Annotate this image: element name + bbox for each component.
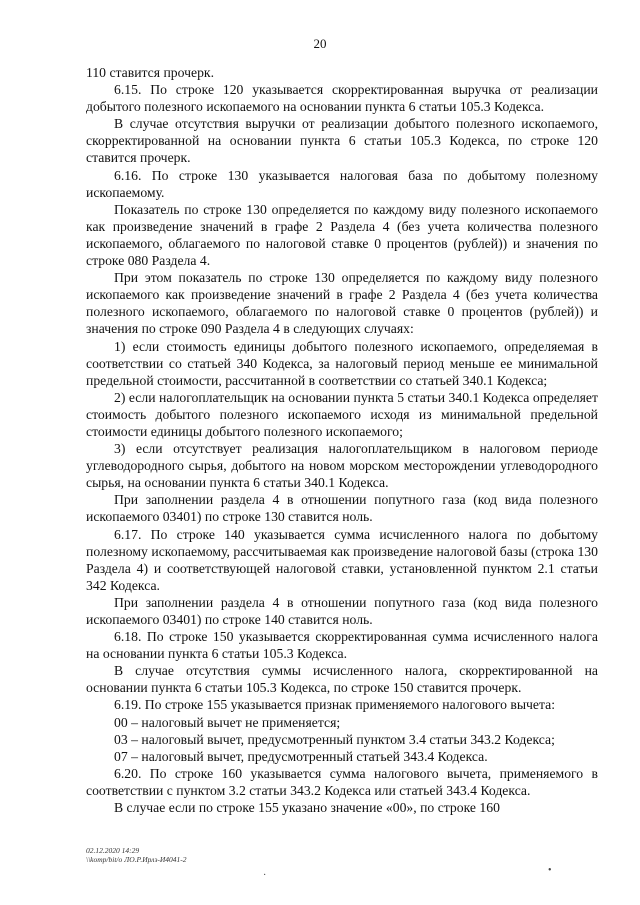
paragraph: В случае отсутствия выручки от реализации добытого полезного ископаемого, скорректированной на основании пункта 6 статьи 105.3 Кодекса, по строке 120 ставится прочерк.	[86, 116, 598, 166]
paragraph: В случае если по строке 155 указано значение «00», по строке 160	[114, 800, 500, 816]
page-number: 20	[313, 36, 327, 51]
list-item: 03 – налоговый вычет, предусмотренный пунктом 3.4 статьи 343.2 Кодекса;	[114, 731, 555, 747]
paragraph: При заполнении раздела 4 в отношении попутного газа (код вида полезного ископаемого 03401) по строке 140 ставится ноль.	[86, 594, 598, 627]
paragraph: 6.17. По строке 140 указывается сумма исчисленного налога по добытому полезному ископаемому, рассчитываемая как произведение налоговой базы (строка 130 Раздела 4) и соответствующей налоговой ставки, установленной пунктом 2.1 статьи 342 Кодекса.	[86, 526, 598, 593]
paragraph: 6.16. По строке 130 указывается налоговая база по добытому полезному ископаемому.	[86, 167, 598, 200]
list-item: 3) если отсутствует реализация налогоплательщиком в налоговом периоде углеводородного сырья, добытого на новом морском месторождении углеводородного сырья, на основании пункта 6 статьи 340.1 Кодекса.	[86, 441, 598, 491]
list-item: 07 – налоговый вычет, предусмотренный статьей 343.4 Кодекса.	[114, 748, 488, 764]
paragraph: В случае отсутствия суммы исчисленного налога, скорректированной на основании пункта 6 статьи 105.3 Кодекса, по строке 150 ставится прочерк.	[86, 663, 598, 696]
list-item: 1) если стоимость единицы добытого полезного ископаемого, определяемая в соответствии со статьей 340 Кодекса, за налоговый период меньше ее минимальной предельной стоимости, рассчитанной в соответствии со статьей 340.1 Кодекса;	[86, 338, 598, 388]
paragraph: 6.15. По строке 120 указывается скорректированная выручка от реализации добытого полезного ископаемого на основании пункта 6 статьи 105.3 Кодекса.	[86, 82, 598, 115]
scan-mark: •	[548, 865, 552, 876]
document-body	[86, 64, 598, 816]
paragraph: 110 ставится прочерк.	[86, 65, 215, 80]
paragraph: 6.19. По строке 155 указывается признак применяемого налогового вычета:	[114, 697, 556, 713]
footer-path: \\komp/bit/o ЛО.Р.Ирлз-И4041-2	[86, 855, 187, 864]
paragraph: 6.18. По строке 150 указывается скорректированная сумма исчисленного налога на основании пункта 6 статьи 105.3 Кодекса.	[86, 629, 598, 662]
paragraph: При заполнении раздела 4 в отношении попутного газа (код вида полезного ископаемого 03401) по строке 130 ставится ноль.	[86, 492, 598, 525]
paragraph: 6.20. По строке 160 указывается сумма налогового вычета, применяемого в соответствии с пунктом 3.2 статьи 343.2 Кодекса или статьей 343.4 Кодекса.	[86, 765, 598, 798]
list-item: 00 – налоговый вычет не применяется;	[114, 714, 341, 730]
list-item: 2) если налогоплательщик на основании пункта 5 статьи 340.1 Кодекса определяет стоимость добытого полезного ископаемого исходя из минимальной предельной стоимости единицы добытого полезного ископаемого;	[86, 389, 598, 439]
scan-mark: ·	[263, 870, 267, 881]
footer-stamp	[86, 846, 187, 864]
paragraph: При этом показатель по строке 130 определяется по каждому виду полезного ископаемого как произведение значений в графе 2 Раздела 4 (без учета количества полезного ископаемого, облагаемого по налоговой ставке 0 процентов (рублей)) и значения по строке 090 Раздела 4 в следующих случаях:	[86, 270, 598, 337]
paragraph: Показатель по строке 130 определяется по каждому виду полезного ископаемого как произведение значений в графе 2 Раздела 4 (без учета количества полезного ископаемого, облагаемого по налоговой ставке 0 процентов (рублей)) и значения по строке 080 Раздела 4.	[86, 201, 598, 269]
footer-date: 02.12.2020 14:29	[86, 846, 140, 855]
